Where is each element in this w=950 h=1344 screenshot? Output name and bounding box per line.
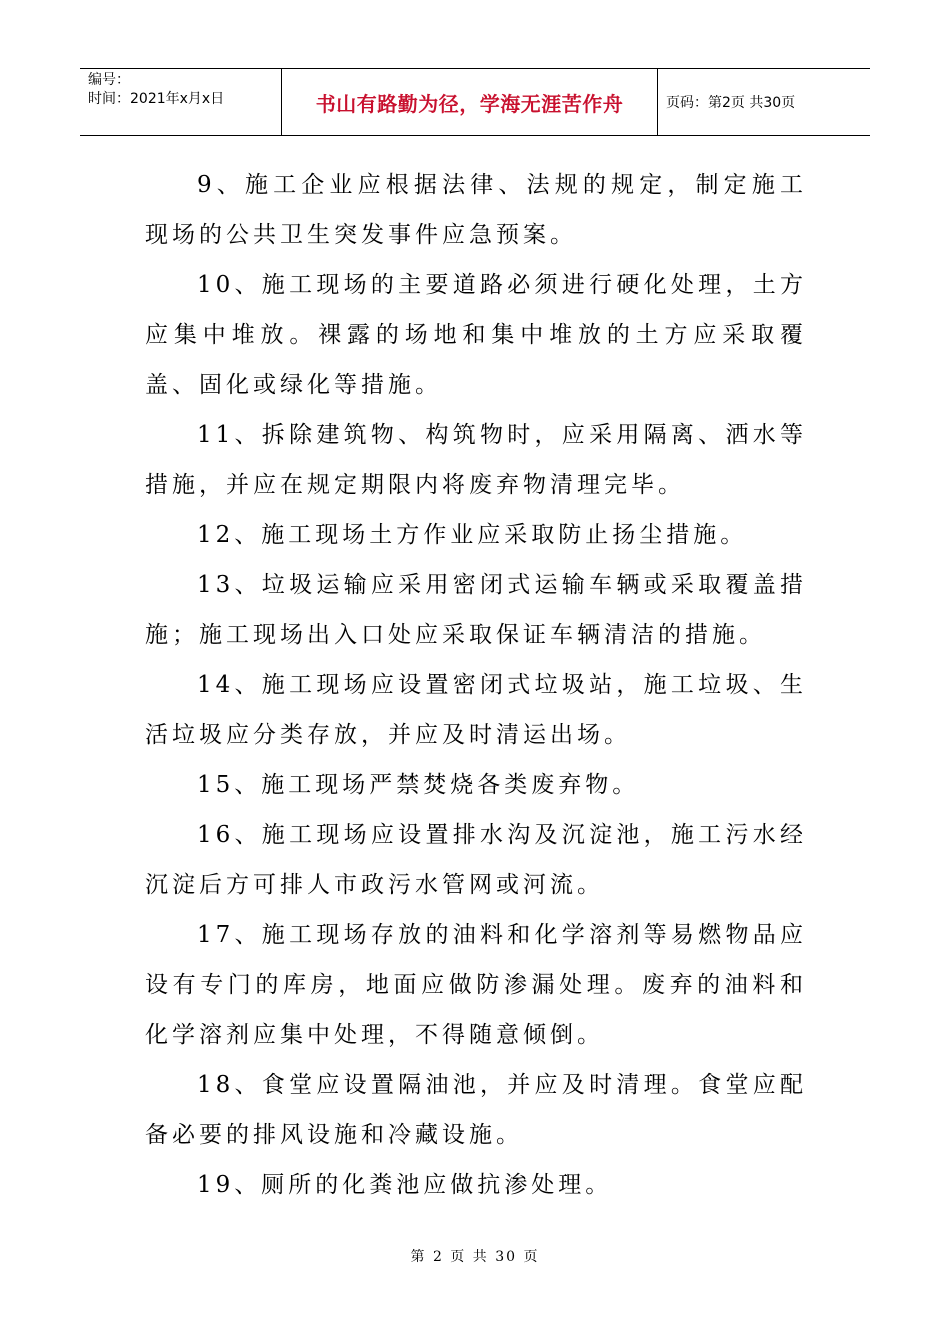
header-motto: 书山有路勤为径，学海无涯苦作舟 bbox=[282, 69, 658, 135]
paragraph-9: 9、施工企业应根据法律、法规的规定，制定施工现场的公共卫生突发事件应急预案。 bbox=[145, 172, 807, 248]
header-page-info: 页码：第2页 共30页 bbox=[666, 95, 796, 111]
document-header bbox=[80, 68, 870, 136]
paragraph-10: 10、施工现场的主要道路必须进行硬化处理，土方应集中堆放。裸露的场地和集中堆放的土方应采取覆盖、固化或绿化等措施。 bbox=[145, 272, 807, 398]
page-footer: 第 2 页 共 30 页 bbox=[410, 1249, 540, 1265]
header-meta bbox=[80, 69, 282, 135]
paragraph-19: 19、厕所的化粪池应做抗渗处理。 bbox=[197, 1172, 613, 1198]
paragraph-11: 11、拆除建筑物、构筑物时，应采用隔离、洒水等措施，并应在规定期限内将废弃物清理完毕。 bbox=[145, 422, 807, 498]
paragraph-17: 17、施工现场存放的油料和化学溶剂等易燃物品应设有专门的库房，地面应做防渗漏处理。废弃的油料和化学溶剂应集中处理，不得随意倾倒。 bbox=[145, 922, 807, 1048]
header-time-label: 时间：2021年x月x日 bbox=[88, 91, 225, 107]
paragraph-16: 16、施工现场应设置排水沟及沉淀池，施工污水经沉淀后方可排人市政污水管网或河流。 bbox=[145, 822, 807, 898]
paragraph-12: 12、施工现场土方作业应采取防止扬尘措施。 bbox=[197, 522, 748, 548]
paragraph-15: 15、施工现场严禁焚烧各类废弃物。 bbox=[197, 772, 640, 798]
paragraph-14: 14、施工现场应设置密闭式垃圾站，施工垃圾、生活垃圾应分类存放，并应及时清运出场。 bbox=[145, 672, 807, 748]
header-number-label: 编号： bbox=[88, 72, 130, 88]
document-body bbox=[145, 160, 807, 1210]
paragraph-13: 13、垃圾运输应采用密闭式运输车辆或采取覆盖措施；施工现场出入口处应采取保证车辆清洁的措施。 bbox=[145, 572, 807, 648]
paragraph-18: 18、食堂应设置隔油池，并应及时清理。食堂应配备必要的排风设施和冷藏设施。 bbox=[145, 1072, 807, 1148]
